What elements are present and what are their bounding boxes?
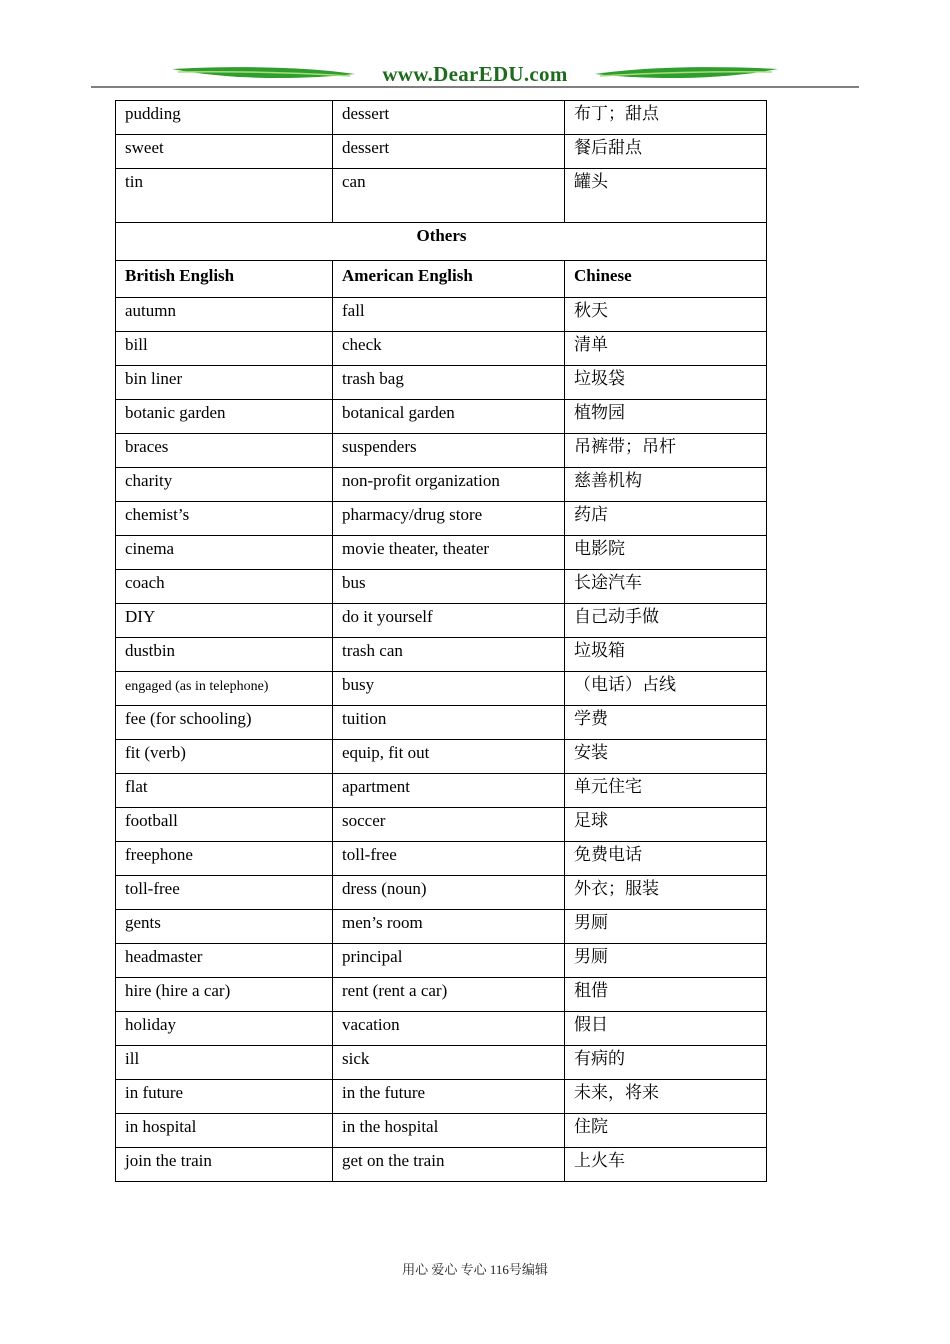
header-american-english: American English bbox=[333, 261, 565, 298]
chinese-cell: 假日 bbox=[565, 1012, 767, 1046]
american-cell: pharmacy/drug store bbox=[333, 502, 565, 536]
american-cell: principal bbox=[333, 944, 565, 978]
table-row bbox=[116, 604, 767, 638]
american-cell: get on the train bbox=[333, 1148, 565, 1182]
chinese-cell: 足球 bbox=[565, 808, 767, 842]
american-cell: men’s room bbox=[333, 910, 565, 944]
chinese-cell: 外衣；服装 bbox=[565, 876, 767, 910]
chinese-cell: 男厕 bbox=[565, 944, 767, 978]
chinese-cell: 学费 bbox=[565, 706, 767, 740]
british-cell: charity bbox=[116, 468, 333, 502]
vocabulary-table bbox=[115, 100, 767, 1182]
table-row bbox=[116, 774, 767, 808]
table-row bbox=[116, 1114, 767, 1148]
british-cell: ill bbox=[116, 1046, 333, 1080]
table-row bbox=[116, 978, 767, 1012]
chinese-cell: 自己动手做 bbox=[565, 604, 767, 638]
chinese-cell: 慈善机构 bbox=[565, 468, 767, 502]
american-cell: trash can bbox=[333, 638, 565, 672]
table-row bbox=[116, 944, 767, 978]
american-cell: can bbox=[333, 169, 565, 223]
british-cell: headmaster bbox=[116, 944, 333, 978]
table-row bbox=[116, 135, 767, 169]
american-cell: apartment bbox=[333, 774, 565, 808]
american-cell: non-profit organization bbox=[333, 468, 565, 502]
chinese-cell: 药店 bbox=[565, 502, 767, 536]
chinese-cell: 住院 bbox=[565, 1114, 767, 1148]
american-cell: fall bbox=[333, 298, 565, 332]
chinese-cell: 垃圾箱 bbox=[565, 638, 767, 672]
chinese-cell: 上火车 bbox=[565, 1148, 767, 1182]
british-cell: join the train bbox=[116, 1148, 333, 1182]
british-cell: hire (hire a car) bbox=[116, 978, 333, 1012]
british-cell: engaged (as in telephone) bbox=[116, 672, 333, 706]
american-cell: suspenders bbox=[333, 434, 565, 468]
chinese-cell: 租借 bbox=[565, 978, 767, 1012]
table-row bbox=[116, 842, 767, 876]
table-row bbox=[116, 298, 767, 332]
american-cell: trash bag bbox=[333, 366, 565, 400]
table-row bbox=[116, 101, 767, 135]
table-row bbox=[116, 400, 767, 434]
table-row bbox=[116, 706, 767, 740]
table-row bbox=[116, 570, 767, 604]
british-cell: dustbin bbox=[116, 638, 333, 672]
table-row bbox=[116, 808, 767, 842]
table-row bbox=[116, 1148, 767, 1182]
chinese-cell: 长途汽车 bbox=[565, 570, 767, 604]
table-row bbox=[116, 672, 767, 706]
chinese-cell: 未来，将来 bbox=[565, 1080, 767, 1114]
table-row bbox=[116, 638, 767, 672]
chinese-cell: 秋天 bbox=[565, 298, 767, 332]
section-title-row bbox=[116, 223, 767, 261]
chinese-cell: 餐后甜点 bbox=[565, 135, 767, 169]
british-cell: DIY bbox=[116, 604, 333, 638]
chinese-cell: （电话）占线 bbox=[565, 672, 767, 706]
american-cell: botanical garden bbox=[333, 400, 565, 434]
american-cell: dress (noun) bbox=[333, 876, 565, 910]
american-cell: in the future bbox=[333, 1080, 565, 1114]
british-cell: bin liner bbox=[116, 366, 333, 400]
american-cell: dessert bbox=[333, 101, 565, 135]
american-cell: bus bbox=[333, 570, 565, 604]
table-row bbox=[116, 740, 767, 774]
american-cell: do it yourself bbox=[333, 604, 565, 638]
header-british-english: British English bbox=[116, 261, 333, 298]
table-row bbox=[116, 502, 767, 536]
table-row bbox=[116, 1046, 767, 1080]
chinese-cell: 植物园 bbox=[565, 400, 767, 434]
british-cell: fee (for schooling) bbox=[116, 706, 333, 740]
american-cell: toll-free bbox=[333, 842, 565, 876]
british-cell: in hospital bbox=[116, 1114, 333, 1148]
american-cell: vacation bbox=[333, 1012, 565, 1046]
british-cell: autumn bbox=[116, 298, 333, 332]
table-row bbox=[116, 536, 767, 570]
table-row bbox=[116, 332, 767, 366]
british-cell: toll-free bbox=[116, 876, 333, 910]
chinese-cell: 垃圾袋 bbox=[565, 366, 767, 400]
chinese-cell: 罐头 bbox=[565, 169, 767, 223]
american-cell: busy bbox=[333, 672, 565, 706]
british-cell: tin bbox=[116, 169, 333, 223]
chinese-cell: 单元住宅 bbox=[565, 774, 767, 808]
british-cell: chemist’s bbox=[116, 502, 333, 536]
chinese-cell: 安装 bbox=[565, 740, 767, 774]
british-cell: botanic garden bbox=[116, 400, 333, 434]
british-cell: holiday bbox=[116, 1012, 333, 1046]
column-header-row bbox=[116, 261, 767, 298]
british-cell: coach bbox=[116, 570, 333, 604]
header-chinese: Chinese bbox=[565, 261, 767, 298]
chinese-cell: 清单 bbox=[565, 332, 767, 366]
table-row bbox=[116, 434, 767, 468]
table-body bbox=[116, 298, 767, 1182]
chinese-cell: 免费电话 bbox=[565, 842, 767, 876]
american-cell: check bbox=[333, 332, 565, 366]
table-row bbox=[116, 366, 767, 400]
british-cell: sweet bbox=[116, 135, 333, 169]
british-cell: pudding bbox=[116, 101, 333, 135]
page-header bbox=[0, 0, 950, 100]
table-row bbox=[116, 468, 767, 502]
american-cell: movie theater, theater bbox=[333, 536, 565, 570]
table-row bbox=[116, 1080, 767, 1114]
table-row bbox=[116, 876, 767, 910]
chinese-cell: 男厕 bbox=[565, 910, 767, 944]
british-cell: bill bbox=[116, 332, 333, 366]
table-row bbox=[116, 169, 767, 223]
british-cell: freephone bbox=[116, 842, 333, 876]
british-cell: braces bbox=[116, 434, 333, 468]
american-cell: rent (rent a car) bbox=[333, 978, 565, 1012]
american-cell: tuition bbox=[333, 706, 565, 740]
british-cell: football bbox=[116, 808, 333, 842]
chinese-cell: 布丁；甜点 bbox=[565, 101, 767, 135]
american-cell: soccer bbox=[333, 808, 565, 842]
chinese-cell: 电影院 bbox=[565, 536, 767, 570]
american-cell: dessert bbox=[333, 135, 565, 169]
british-cell: in future bbox=[116, 1080, 333, 1114]
american-cell: in the hospital bbox=[333, 1114, 565, 1148]
section-title: Others bbox=[116, 223, 767, 261]
site-logo-text: www.DearEDU.com bbox=[382, 62, 568, 86]
american-cell: sick bbox=[333, 1046, 565, 1080]
page-footer: 用心 爱心 专心 116号编辑 bbox=[402, 1262, 548, 1277]
table-row bbox=[116, 910, 767, 944]
table-row bbox=[116, 1012, 767, 1046]
british-cell: fit (verb) bbox=[116, 740, 333, 774]
chinese-cell: 有病的 bbox=[565, 1046, 767, 1080]
american-cell: equip, fit out bbox=[333, 740, 565, 774]
british-cell: gents bbox=[116, 910, 333, 944]
british-cell: flat bbox=[116, 774, 333, 808]
british-cell: cinema bbox=[116, 536, 333, 570]
chinese-cell: 吊裤带；吊杆 bbox=[565, 434, 767, 468]
